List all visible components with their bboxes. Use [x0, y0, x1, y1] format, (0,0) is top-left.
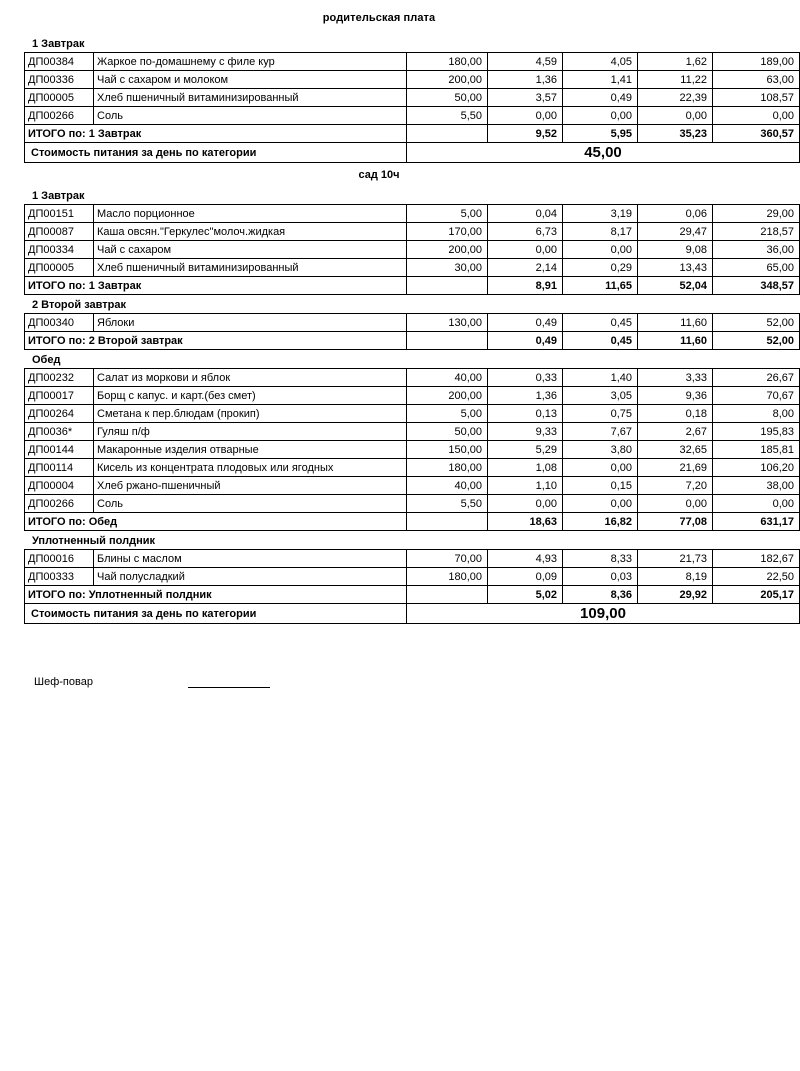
row-carbs: 3,33	[638, 369, 713, 387]
row-name: Борщ с капус. и карт.(без смет)	[94, 387, 407, 405]
row-qty: 150,00	[407, 441, 488, 459]
day-total-value: 109,00	[407, 604, 800, 624]
row-name: Салат из моркови и яблок	[94, 369, 407, 387]
row-code: ДП0036*	[25, 423, 94, 441]
row-fats: 0,45	[563, 314, 638, 332]
row-code: ДП00264	[25, 405, 94, 423]
row-calories: 189,00	[713, 53, 800, 71]
row-name: Хлеб ржано-пшеничный	[94, 477, 407, 495]
row-code: ДП00232	[25, 369, 94, 387]
row-proteins: 0,33	[488, 369, 563, 387]
row-qty: 30,00	[407, 259, 488, 277]
row-name: Чай с сахаром и молоком	[94, 71, 407, 89]
group-total-qty	[407, 277, 488, 295]
table-row	[25, 53, 800, 71]
row-fats: 3,19	[563, 205, 638, 223]
table-row	[25, 441, 800, 459]
row-qty: 200,00	[407, 241, 488, 259]
row-code: ДП00340	[25, 314, 94, 332]
row-qty: 180,00	[407, 568, 488, 586]
table-row	[25, 423, 800, 441]
row-fats: 8,17	[563, 223, 638, 241]
row-calories: 106,20	[713, 459, 800, 477]
group-total-fats: 5,95	[563, 125, 638, 143]
row-proteins: 0,00	[488, 241, 563, 259]
row-name: Соль	[94, 107, 407, 125]
row-carbs: 0,06	[638, 205, 713, 223]
group-label: 1 Завтрак	[32, 38, 85, 50]
row-calories: 108,57	[713, 89, 800, 107]
row-code: ДП00266	[25, 107, 94, 125]
table-row	[25, 314, 800, 332]
row-proteins: 1,36	[488, 387, 563, 405]
group-total-row	[25, 332, 800, 350]
table-row	[25, 107, 800, 125]
row-code: ДП00005	[25, 259, 94, 277]
row-qty: 5,50	[407, 107, 488, 125]
group-total-label: ИТОГО по: Уплотненный полдник	[25, 586, 407, 604]
page-title: родительская плата	[322, 12, 436, 24]
row-qty: 170,00	[407, 223, 488, 241]
group-total-proteins: 0,49	[488, 332, 563, 350]
row-qty: 40,00	[407, 369, 488, 387]
row-fats: 0,75	[563, 405, 638, 423]
row-calories: 0,00	[713, 495, 800, 513]
menu-table	[24, 368, 800, 531]
row-proteins: 0,09	[488, 568, 563, 586]
group-total-label: ИТОГО по: 2 Второй завтрак	[25, 332, 407, 350]
row-carbs: 9,36	[638, 387, 713, 405]
table-row	[25, 241, 800, 259]
row-calories: 0,00	[713, 107, 800, 125]
row-calories: 52,00	[713, 314, 800, 332]
row-carbs: 8,19	[638, 568, 713, 586]
row-calories: 29,00	[713, 205, 800, 223]
row-name: Чай с сахаром	[94, 241, 407, 259]
group-total-fats: 8,36	[563, 586, 638, 604]
group-total-carbs: 77,08	[638, 513, 713, 531]
row-qty: 130,00	[407, 314, 488, 332]
row-fats: 0,00	[563, 241, 638, 259]
table-row	[25, 369, 800, 387]
group-total-label: ИТОГО по: Обед	[25, 513, 407, 531]
table-row	[25, 568, 800, 586]
row-qty: 5,00	[407, 405, 488, 423]
group-total-carbs: 11,60	[638, 332, 713, 350]
row-carbs: 7,20	[638, 477, 713, 495]
section-title: сад 10ч	[358, 169, 400, 181]
row-calories: 195,83	[713, 423, 800, 441]
table-row	[25, 477, 800, 495]
row-calories: 8,00	[713, 405, 800, 423]
row-fats: 8,33	[563, 550, 638, 568]
table-row	[25, 259, 800, 277]
row-code: ДП00017	[25, 387, 94, 405]
group-label: Обед	[32, 354, 61, 366]
row-name: Макаронные изделия отварные	[94, 441, 407, 459]
block-1	[0, 34, 794, 163]
group-total-row	[25, 277, 800, 295]
row-fats: 0,00	[563, 495, 638, 513]
row-proteins: 3,57	[488, 89, 563, 107]
group-total-calories: 205,17	[713, 586, 800, 604]
group-total-calories: 631,17	[713, 513, 800, 531]
row-code: ДП00016	[25, 550, 94, 568]
row-code: ДП00266	[25, 495, 94, 513]
group-total-carbs: 29,92	[638, 586, 713, 604]
row-qty: 5,50	[407, 495, 488, 513]
row-proteins: 0,00	[488, 107, 563, 125]
row-calories: 182,67	[713, 550, 800, 568]
row-code: ДП00087	[25, 223, 94, 241]
group-total-proteins: 5,02	[488, 586, 563, 604]
table-row	[25, 205, 800, 223]
row-carbs: 11,60	[638, 314, 713, 332]
row-proteins: 5,29	[488, 441, 563, 459]
row-qty: 200,00	[407, 387, 488, 405]
row-code: ДП00144	[25, 441, 94, 459]
group-total-calories: 348,57	[713, 277, 800, 295]
row-proteins: 1,36	[488, 71, 563, 89]
row-carbs: 2,67	[638, 423, 713, 441]
row-carbs: 13,43	[638, 259, 713, 277]
row-fats: 0,00	[563, 459, 638, 477]
row-proteins: 4,59	[488, 53, 563, 71]
table-row	[25, 223, 800, 241]
row-code: ДП00151	[25, 205, 94, 223]
row-carbs: 11,22	[638, 71, 713, 89]
group-total-row	[25, 125, 800, 143]
day-total-label: Стоимость питания за день по категории	[25, 143, 407, 163]
group-total-row	[25, 586, 800, 604]
signature-block	[0, 624, 758, 688]
row-qty: 180,00	[407, 53, 488, 71]
table-row	[25, 71, 800, 89]
row-fats: 3,80	[563, 441, 638, 459]
row-name: Сметана к пер.блюдам (прокип)	[94, 405, 407, 423]
row-calories: 63,00	[713, 71, 800, 89]
row-fats: 0,03	[563, 568, 638, 586]
day-total-row	[25, 604, 800, 624]
row-carbs: 22,39	[638, 89, 713, 107]
row-calories: 65,00	[713, 259, 800, 277]
row-proteins: 0,13	[488, 405, 563, 423]
row-fats: 0,00	[563, 107, 638, 125]
menu-table	[24, 313, 800, 350]
row-fats: 4,05	[563, 53, 638, 71]
day-total-row	[25, 143, 800, 163]
row-qty: 40,00	[407, 477, 488, 495]
group-total-calories: 52,00	[713, 332, 800, 350]
menu-table	[24, 549, 800, 624]
row-proteins: 0,00	[488, 495, 563, 513]
group-total-carbs: 52,04	[638, 277, 713, 295]
row-calories: 26,67	[713, 369, 800, 387]
row-code: ДП00114	[25, 459, 94, 477]
row-fats: 1,41	[563, 71, 638, 89]
row-carbs: 29,47	[638, 223, 713, 241]
row-proteins: 1,10	[488, 477, 563, 495]
table-row	[25, 459, 800, 477]
group-label: 2 Второй завтрак	[32, 299, 126, 311]
group-total-proteins: 9,52	[488, 125, 563, 143]
row-code: ДП00334	[25, 241, 94, 259]
row-code: ДП00384	[25, 53, 94, 71]
row-calories: 36,00	[713, 241, 800, 259]
menu-table	[24, 204, 800, 295]
row-code: ДП00333	[25, 568, 94, 586]
table-row	[25, 405, 800, 423]
row-qty: 50,00	[407, 423, 488, 441]
table-row	[25, 495, 800, 513]
row-proteins: 0,49	[488, 314, 563, 332]
group-total-carbs: 35,23	[638, 125, 713, 143]
row-proteins: 1,08	[488, 459, 563, 477]
group-total-proteins: 8,91	[488, 277, 563, 295]
row-name: Масло порционное	[94, 205, 407, 223]
group-total-label: ИТОГО по: 1 Завтрак	[25, 125, 407, 143]
group-total-fats: 0,45	[563, 332, 638, 350]
row-name: Блины с маслом	[94, 550, 407, 568]
row-fats: 0,15	[563, 477, 638, 495]
group-total-qty	[407, 513, 488, 531]
row-calories: 22,50	[713, 568, 800, 586]
row-carbs: 21,73	[638, 550, 713, 568]
group-total-fats: 16,82	[563, 513, 638, 531]
row-proteins: 2,14	[488, 259, 563, 277]
table-row	[25, 550, 800, 568]
row-carbs: 1,62	[638, 53, 713, 71]
row-name: Гуляш п/ф	[94, 423, 407, 441]
day-total-label: Стоимость питания за день по категории	[25, 604, 407, 624]
block-2	[0, 186, 794, 624]
row-name: Чай полусладкий	[94, 568, 407, 586]
row-fats: 0,49	[563, 89, 638, 107]
group-total-qty	[407, 586, 488, 604]
row-carbs: 32,65	[638, 441, 713, 459]
row-code: ДП00004	[25, 477, 94, 495]
row-proteins: 9,33	[488, 423, 563, 441]
row-qty: 5,00	[407, 205, 488, 223]
signature-line	[188, 677, 270, 688]
row-fats: 0,29	[563, 259, 638, 277]
row-proteins: 6,73	[488, 223, 563, 241]
row-calories: 70,67	[713, 387, 800, 405]
group-total-row	[25, 513, 800, 531]
menu-table	[24, 52, 800, 163]
group-total-calories: 360,57	[713, 125, 800, 143]
row-proteins: 0,04	[488, 205, 563, 223]
row-qty: 180,00	[407, 459, 488, 477]
row-fats: 1,40	[563, 369, 638, 387]
group-label: Уплотненный полдник	[32, 535, 155, 547]
row-fats: 3,05	[563, 387, 638, 405]
row-code: ДП00336	[25, 71, 94, 89]
row-calories: 38,00	[713, 477, 800, 495]
table-row	[25, 89, 800, 107]
row-fats: 7,67	[563, 423, 638, 441]
day-total-value: 45,00	[407, 143, 800, 163]
row-name: Жаркое по-домашнему с филе кур	[94, 53, 407, 71]
row-calories: 218,57	[713, 223, 800, 241]
row-carbs: 0,00	[638, 495, 713, 513]
row-name: Каша овсян."Геркулес"молоч.жидкая	[94, 223, 407, 241]
row-name: Соль	[94, 495, 407, 513]
row-qty: 200,00	[407, 71, 488, 89]
group-total-fats: 11,65	[563, 277, 638, 295]
row-qty: 70,00	[407, 550, 488, 568]
row-name: Хлеб пшеничный витаминизированный	[94, 89, 407, 107]
group-total-proteins: 18,63	[488, 513, 563, 531]
row-name: Кисель из концентрата плодовых или ягодных	[94, 459, 407, 477]
group-label: 1 Завтрак	[32, 190, 85, 202]
row-name: Яблоки	[94, 314, 407, 332]
group-total-qty	[407, 125, 488, 143]
row-carbs: 0,00	[638, 107, 713, 125]
row-carbs: 0,18	[638, 405, 713, 423]
row-code: ДП00005	[25, 89, 94, 107]
row-carbs: 21,69	[638, 459, 713, 477]
row-carbs: 9,08	[638, 241, 713, 259]
row-name: Хлеб пшеничный витаминизированный	[94, 259, 407, 277]
row-calories: 185,81	[713, 441, 800, 459]
row-proteins: 4,93	[488, 550, 563, 568]
table-row	[25, 387, 800, 405]
row-qty: 50,00	[407, 89, 488, 107]
group-total-qty	[407, 332, 488, 350]
group-total-label: ИТОГО по: 1 Завтрак	[25, 277, 407, 295]
signature-label: Шеф-повар	[34, 676, 93, 688]
